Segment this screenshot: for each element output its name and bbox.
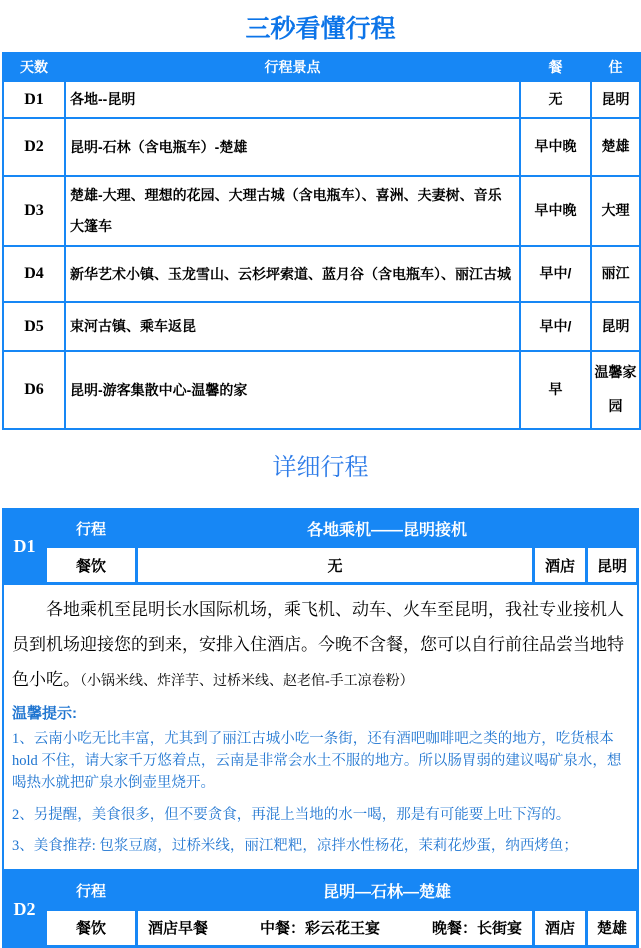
d1-description-area [2, 585, 639, 871]
day-cell: D3 [3, 176, 65, 246]
col-header-stay: 住 [591, 53, 640, 81]
meals-cell: 早中晚 [520, 176, 591, 246]
d1-meals-value: 无 [138, 548, 532, 582]
d2-meals-label: 餐饮 [47, 911, 135, 945]
d1-tip-2: 2、另提醒，美食很多，但不要贪食，再混上当地的水一喝，那是有可能要上吐下泻的。 [12, 806, 571, 823]
d2-header-table [2, 871, 639, 948]
table-row-d6 [3, 351, 640, 429]
summary-header-row [3, 53, 640, 81]
attractions-cell: 束河古镇、乘车返昆 [65, 302, 520, 351]
d1-tip-3: 3、美食推荐: 包浆豆腐，过桥米线，丽江粑粑，凉拌水性杨花，茉莉花炒蛋，纳西烤鱼； [12, 838, 578, 855]
d2-hotel-label: 酒店 [535, 911, 585, 945]
table-row-d4 [3, 246, 640, 302]
meals-cell: 早中晚 [520, 118, 591, 176]
col-header-attractions: 行程景点 [65, 53, 520, 81]
d1-day-label: D1 [13, 536, 36, 556]
detail-section-d1 [0, 508, 641, 871]
day-cell: D6 [3, 351, 65, 429]
stay-cell: 昆明 [591, 302, 640, 351]
day-cell: D4 [3, 246, 65, 302]
stay-cell: 大理 [591, 176, 640, 246]
table-row-d5 [3, 302, 640, 351]
detail-title: 详细行程 [272, 454, 369, 481]
d2-meal-lunch: 中餐：彩云花王宴 [259, 920, 380, 938]
stay-cell: 楚雄 [591, 118, 640, 176]
d1-meals-label: 餐饮 [47, 548, 135, 582]
d2-itinerary-value: 昆明—石林—楚雄 [322, 884, 451, 902]
d2-meals-value [138, 911, 532, 945]
d2-hotel-value: 楚雄 [588, 911, 636, 945]
detail-section-d2 [0, 871, 641, 948]
d1-header-table [2, 508, 639, 585]
d1-hotel-label: 酒店 [535, 548, 585, 582]
meals-cell: 早中/ [520, 246, 591, 302]
d2-day-label: D2 [13, 898, 36, 919]
meals-cell: 早 [520, 351, 591, 429]
d2-meal-breakfast: 酒店早餐 [148, 920, 209, 938]
summary-table [2, 52, 641, 430]
stay-cell: 温馨家园 [591, 351, 640, 429]
attractions-cell: 楚雄-大理、理想的花园、大理古城（含电瓶车）、喜洲、夫妻树、音乐大篷车 [65, 176, 520, 246]
col-header-day: 天数 [3, 53, 65, 81]
meals-cell: 早中/ [520, 302, 591, 351]
d1-itinerary-label: 行程 [75, 520, 106, 538]
day-cell: D2 [3, 118, 65, 176]
col-header-meals: 餐 [520, 53, 591, 81]
attractions-cell: 昆明-游客集散中心-温馨的家 [65, 351, 520, 429]
stay-cell: 昆明 [591, 81, 640, 118]
d1-description-note: （小锅米线、炸洋芋、过桥米线、赵老倌-手工凉卷粉） [80, 673, 414, 689]
d1-tips-title: 温馨提示: [12, 704, 77, 722]
meals-cell: 无 [520, 81, 591, 118]
d2-meal-dinner: 晚餐：长街宴 [431, 920, 522, 938]
table-row-d3 [3, 176, 640, 246]
d1-description-text: 各地乘机至昆明长水国际机场，乘飞机、动车、火车至昆明，我社专业接机人员到机场迎接您的到来，安排入住酒店。今晚不含餐，您可以自行前往品尝当地特色小吃。 [12, 600, 624, 689]
attractions-cell: 昆明-石林（含电瓶车）-楚雄 [65, 118, 520, 176]
day-cell: D5 [3, 302, 65, 351]
table-row-d1 [3, 81, 640, 118]
d1-itinerary-value: 各地乘机——昆明接机 [306, 521, 467, 539]
d2-itinerary-label: 行程 [75, 883, 106, 901]
table-row-d2 [3, 118, 640, 176]
d1-tip-1: 1、云南小吃无比丰富，尤其到了丽江古城小吃一条街，还有酒吧咖啡吧之类的地方，吃货根本 hold 不住，请大家千万悠着点，云南是非常会水土不服的地方。所以肠胃弱的建议喝矿泉水，想喝热水就把矿泉水倒壶里烧开。 [12, 730, 622, 792]
d1-description-paragraph [12, 593, 629, 698]
attractions-cell: 新华艺术小镇、玉龙雪山、云杉坪索道、蓝月谷（含电瓶车）、丽江古城 [65, 246, 520, 302]
d1-hotel-value: 昆明 [588, 548, 636, 582]
summary-title: 三秒看懂行程 [245, 15, 396, 43]
stay-cell: 丽江 [591, 246, 640, 302]
attractions-cell: 各地--昆明 [65, 81, 520, 118]
day-cell: D1 [3, 81, 65, 118]
